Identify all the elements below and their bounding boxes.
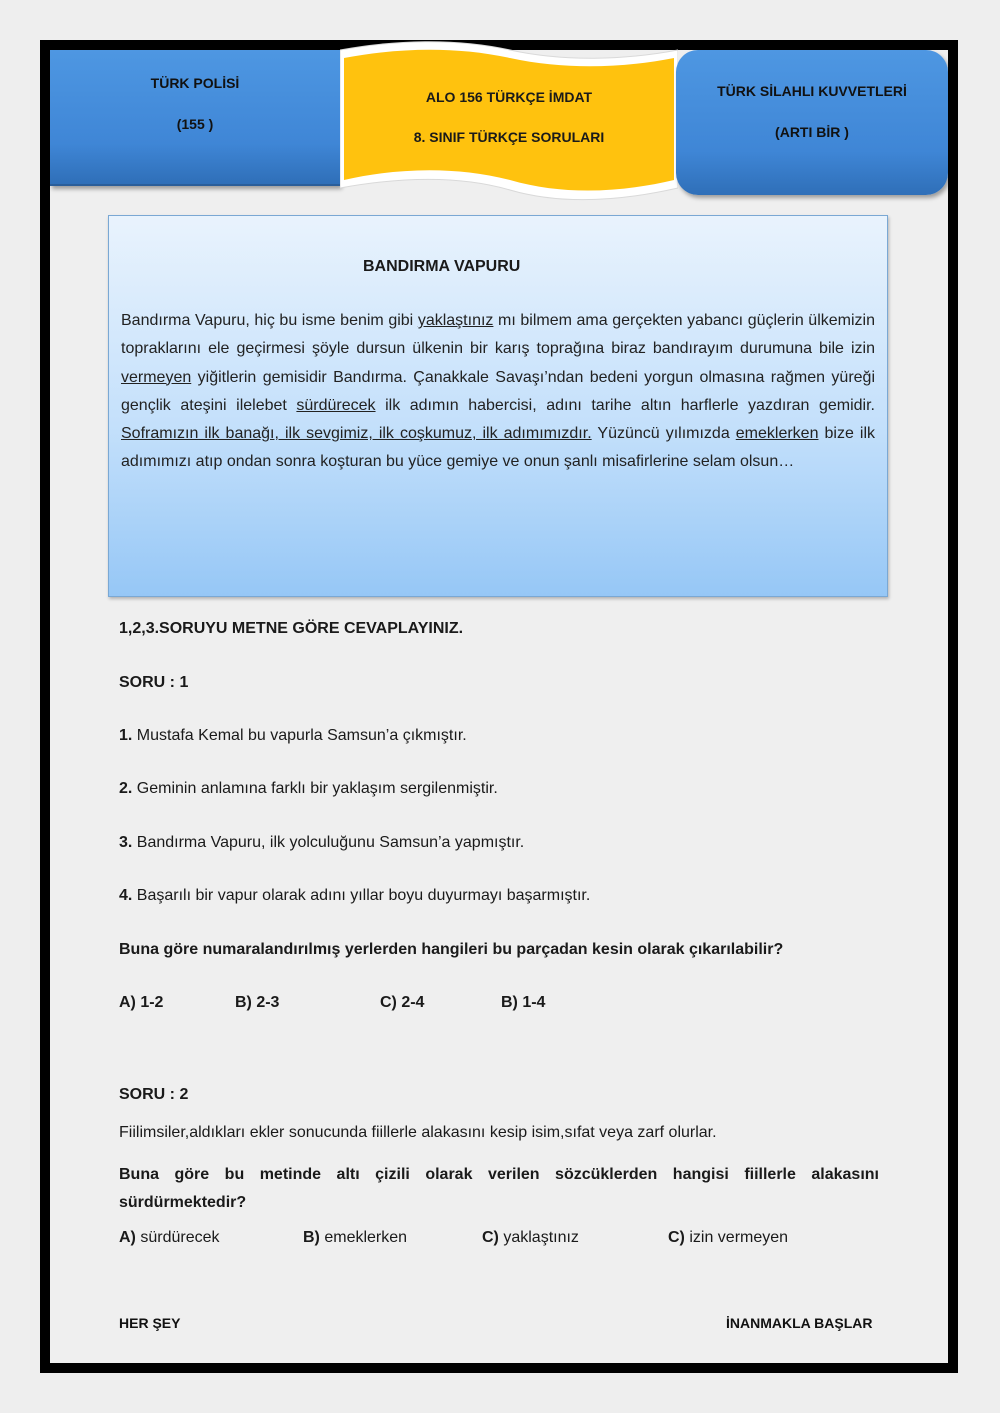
underlined-word: sürdürecek	[296, 396, 376, 414]
passage-text: mı bilmem ama gerçekten yabancı güçlerin ülkemizin topraklarını ele geçirmesi şöyle dursun ülkenin bir karış toprağına biraz bandırayım durumuna bile izin	[121, 312, 875, 358]
footer-left: HER ŞEY	[119, 1315, 181, 1331]
footer-right: İNANMAKLA BAŞLAR	[726, 1315, 873, 1331]
q1-statement	[119, 780, 498, 798]
option-letter: B)	[303, 1229, 320, 1246]
passage-title: BANDIRMA VAPURU	[363, 258, 521, 275]
q1-statement	[119, 727, 467, 745]
q1-option-a[interactable]: A) 1-2	[119, 994, 164, 1011]
header-right-line1: TÜRK SİLAHLI KUVVETLERİ	[717, 83, 907, 99]
statement-text: Başarılı bir vapur olarak adını yıllar boyu duyurmayı başarmıştır.	[132, 887, 591, 904]
instruction: 1,2,3.SORUYU METNE GÖRE CEVAPLAYINIZ.	[119, 620, 464, 637]
q2-info: Fiilimsiler,aldıkları ekler sonucunda fiillerle alakasını kesip isim,sıfat veya zarf olurlar.	[119, 1124, 717, 1141]
option-letter: C)	[482, 1229, 499, 1246]
statement-number: 3.	[119, 834, 133, 851]
wave-banner-shape	[340, 38, 678, 208]
q1-option-b[interactable]: B) 2-3	[235, 994, 280, 1011]
passage-box	[108, 215, 888, 597]
header-middle-line2: 8. SINIF TÜRKÇE SORULARI	[413, 129, 605, 145]
option-text: izin vermeyen	[684, 1229, 789, 1246]
q1-heading: SORU : 1	[119, 674, 189, 691]
option-text: sürdürecek	[135, 1229, 220, 1246]
q1-statement	[119, 834, 524, 852]
statement-text: Bandırma Vapuru, ilk yolculuğunu Samsun’a yapmıştır.	[132, 834, 525, 851]
q2-heading: SORU : 2	[119, 1086, 189, 1103]
statement-text: Geminin anlamına farklı bir yaklaşım sergilenmiştir.	[132, 780, 498, 797]
underlined-word: vermeyen	[121, 368, 192, 386]
passage-text: Bandırma Vapuru, hiç bu isme benim gibi	[121, 312, 418, 329]
option-letter: C)	[668, 1229, 685, 1246]
passage-text: Yüzüncü yılımızda	[591, 425, 736, 443]
q2-option-b[interactable]	[303, 1229, 407, 1247]
passage-text: ilk adımın habercisi, adını tarihe altın harflerle yazdıran gemidir.	[375, 396, 875, 414]
statement-number: 1.	[119, 727, 133, 744]
passage-body	[121, 307, 875, 477]
q1-option-d[interactable]: B) 1-4	[501, 994, 546, 1011]
statement-number: 4.	[119, 887, 133, 904]
q1-question: Buna göre numaralandırılmış yerlerden hangileri bu parçadan kesin olarak çıkarılabilir?	[119, 941, 784, 958]
passage-text: bize ilk adımımızı atıp ondan sonra koşturan bu yüce gemiye ve onun şanlı misafirlerine selam olsun…	[121, 425, 876, 471]
option-text: yaklaştınız	[498, 1229, 579, 1246]
q1-option-c[interactable]: C) 2-4	[380, 994, 425, 1011]
header-right-banner	[676, 50, 948, 195]
q1-statement	[119, 887, 590, 905]
header-middle-line1: ALO 156 TÜRKÇE İMDAT	[425, 89, 593, 105]
underlined-sentence: Soframızın ilk banağı, ilk sevgimiz, ilk coşkumuz, ilk adımımızdır.	[121, 425, 592, 443]
header-middle-banner	[340, 38, 678, 208]
header-left-banner	[50, 50, 340, 186]
header-left-line2: (155 )	[176, 116, 214, 132]
underlined-word: yaklaştınız	[417, 312, 494, 329]
underlined-word: emeklerken	[735, 425, 819, 443]
q2-option-c[interactable]	[482, 1229, 579, 1247]
header-right-line2: (ARTI BİR )	[775, 124, 849, 140]
statement-number: 2.	[119, 780, 133, 797]
option-letter: A)	[119, 1229, 136, 1246]
option-text: emeklerken	[319, 1229, 408, 1246]
q2-option-d[interactable]	[668, 1229, 788, 1247]
q2-option-a[interactable]	[119, 1229, 219, 1247]
statement-text: Mustafa Kemal bu vapurla Samsun’a çıkmıştır.	[132, 727, 467, 744]
header-left-line1: TÜRK POLİSİ	[150, 75, 240, 91]
passage-text: yiğitlerin gemisidir Bandırma. Çanakkale Savaşı’ndan bedeni yorgun olmasına rağmen yüreği gençlik ateşini ilelebet	[121, 368, 875, 414]
q2-question: Buna göre bu metinde altı çizili olarak verilen sözcüklerden hangisi fiillerle alakasını sürdürmektedir?	[119, 1166, 879, 1211]
